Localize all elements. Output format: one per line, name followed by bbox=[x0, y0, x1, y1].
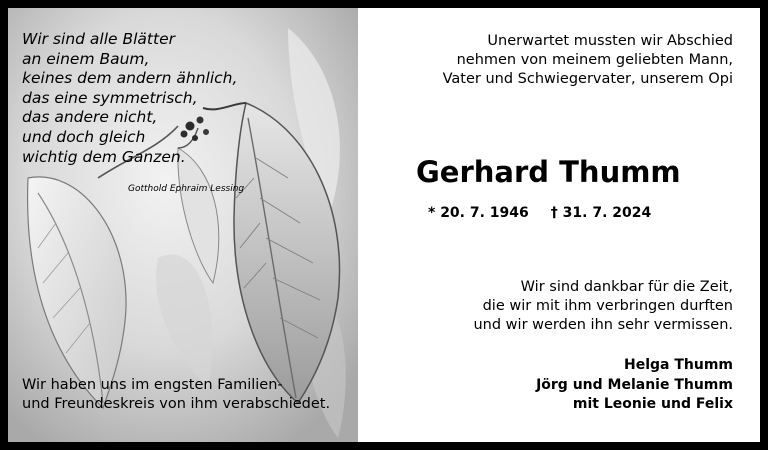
farewell-note: Wir haben uns im engsten Familien- und Freundeskreis von ihm verabschiedet. bbox=[22, 377, 331, 412]
thanks-text: Wir sind dankbar für die Zeit, die wir mit ihm verbringen durften und wir werden ihn sehr vermissen. bbox=[473, 279, 733, 333]
birth-date: * 20. 7. 1946 bbox=[428, 205, 529, 221]
life-dates bbox=[428, 205, 651, 221]
mourners-signature: Helga Thumm Jörg und Melanie Thumm mit Leonie und Felix bbox=[536, 357, 733, 412]
leaf-photo bbox=[8, 8, 358, 442]
intro-text: Unerwartet mussten wir Abschied nehmen von meinem geliebten Mann, Vater und Schwiegervater, unserem Opi bbox=[442, 33, 733, 87]
poem-text: Wir sind alle Blätter an einem Baum, keines dem andern ähnlich, das eine symmetrisch, das andere nicht, und doch gleich wichtig dem Ganzen. bbox=[22, 30, 238, 166]
poem-author: Gotthold Ephraim Lessing bbox=[128, 184, 245, 194]
deceased-name: Gerhard Thumm bbox=[416, 155, 681, 189]
death-date: † 31. 7. 2024 bbox=[550, 205, 652, 221]
obituary-text-panel bbox=[358, 8, 760, 442]
